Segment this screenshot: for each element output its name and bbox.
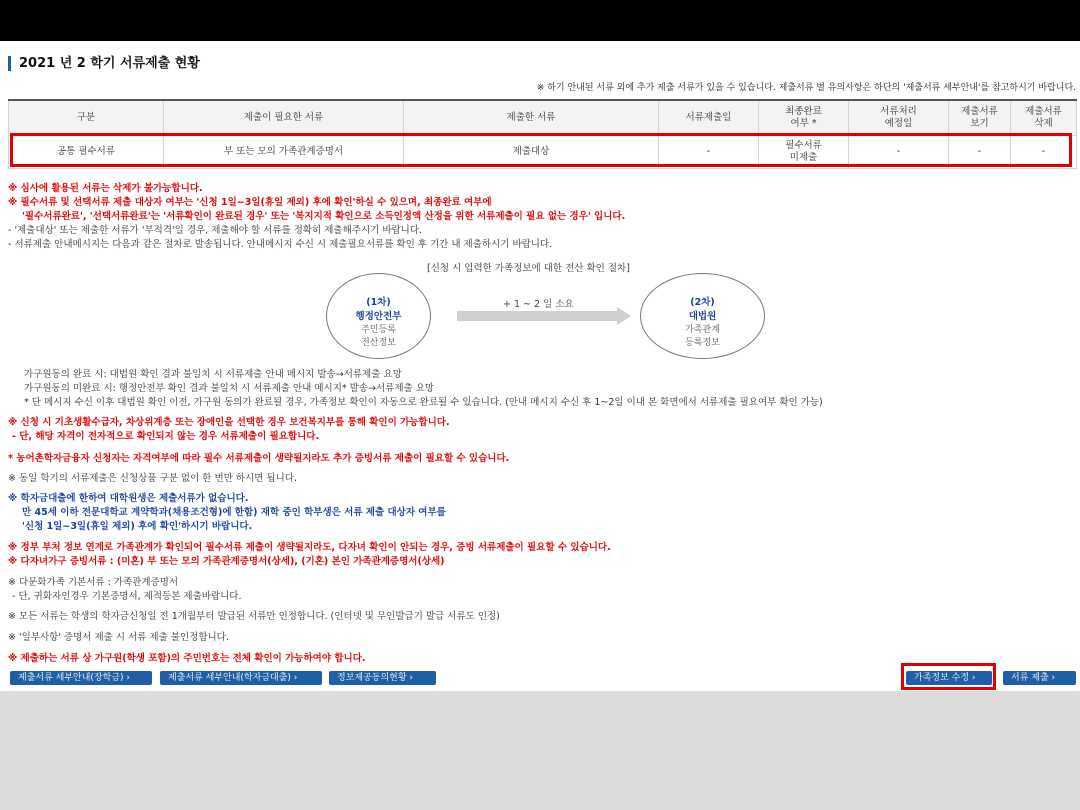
step2-circle bbox=[640, 273, 765, 359]
note: ※ 정부 부처 정보 연계로 가족관계가 확인되어 필수서류 제출이 생략될지라도, 다자녀 확인이 안되는 경우, 증빙 서류제출이 필요할 수 있습니다. bbox=[8, 542, 611, 553]
cell-required-doc: 부 또는 모의 가족관계증명서 bbox=[164, 136, 404, 169]
step1-desc2: 전산정보 bbox=[361, 338, 396, 348]
header-view-doc: 제출서류 보기 bbox=[949, 100, 1011, 136]
notice-text: ※ 하기 안내된 서류 외에 추가 제출 서류가 있을 수 있습니다. 제출서류 별 유의사항은 하단의 '제출서류 세부안내'를 참고하시기 바랍니다. bbox=[536, 83, 1076, 93]
header-delete-doc: 제출서류 삭제 bbox=[1011, 100, 1077, 136]
step2-label: (2차) bbox=[690, 297, 715, 308]
cell-view-doc[interactable]: - bbox=[949, 136, 1011, 169]
note: ※ '일부사항' 증명서 제출 시 서류 제출 불인정합니다. bbox=[8, 632, 229, 643]
note: '필수서류완료', '선택서류완료'는 '서류확인이 완료된 경우' 또는 '복지지적 확인으로 소득인정액 산정을 위한 서류제출이 필요 없는 경우' 입니다. bbox=[22, 211, 626, 222]
header-category: 구분 bbox=[9, 100, 164, 136]
step1-label: (1차) bbox=[366, 297, 391, 308]
cell-category: 공통 필수서류 bbox=[9, 136, 164, 169]
info-consent-button[interactable]: 정보제공동의현황 › bbox=[329, 671, 436, 685]
note: '신청 1일~3일(휴일 제외) 후에 확인'하시기 바랍니다. bbox=[22, 521, 253, 532]
step1-circle bbox=[326, 273, 431, 359]
cell-submit-date: - bbox=[659, 136, 759, 169]
page-title: 2021 년 2 학기 서류제출 현황 bbox=[8, 56, 200, 71]
edit-family-button[interactable]: 가족정보 수정 › bbox=[906, 671, 992, 685]
note: ※ 신청 시 기초생활수급자, 차상위계층 또는 장애인을 선택한 경우 보건복지부를 통해 확인이 가능합니다. bbox=[8, 417, 450, 428]
cell-submitted-doc: 제출대상 bbox=[404, 136, 659, 169]
cell-process-date: - bbox=[849, 136, 949, 169]
submit-docs-button[interactable]: 서류 제출 › bbox=[1003, 671, 1076, 685]
note: 가구원동의 미완료 시: 행정안전부 확인 결과 불일치 시 서류제출 안내 메시지* 발송→서류제출 요망 bbox=[24, 383, 435, 394]
note: ※ 필수서류 및 선택서류 제출 대상자 여부는 '신청 1일~3일(휴일 제외) 후에 확인'하실 수 있으며, 최종완료 여부에 bbox=[8, 197, 492, 208]
note: ※ 모든 서류는 학생의 학자금신청일 전 1개월부터 발급된 서류만 인정합니다. (인터넷 및 무인발급기 발급 서류도 인정) bbox=[8, 611, 500, 622]
arrow-shaft bbox=[457, 311, 617, 321]
step2-desc2: 등록정보 bbox=[685, 338, 720, 348]
arrow-label: + 1 ~ 2 일 소요 bbox=[503, 299, 574, 310]
step1-desc1: 주민등록 bbox=[361, 325, 396, 335]
note: ※ 학자금대출에 한하여 대학원생은 제출서류가 없습니다. bbox=[8, 493, 249, 504]
table-header-row bbox=[9, 100, 1077, 136]
guide-loan-button[interactable]: 제출서류 세부안내(학자금대출) › bbox=[160, 671, 322, 685]
header-required-doc: 제출이 필요한 서류 bbox=[164, 100, 404, 136]
note: ※ 동일 학기의 서류제출은 신청상품 구분 없이 한 번만 하시면 됩니다. bbox=[8, 473, 297, 484]
note: ※ 제출하는 서류 상 가구원(학생 포함)의 주민번호는 전체 확인이 가능하여야 합니다. bbox=[8, 653, 366, 664]
header-final-status: 최종완료 여부 * bbox=[759, 100, 849, 136]
row-highlight-box bbox=[10, 133, 1072, 167]
note: - 단, 해당 자격이 전자적으로 확인되지 않는 경우 서류제출이 필요합니다. bbox=[12, 431, 320, 442]
note: * 농어촌학자금융자 신청자는 자격여부에 따라 필수 서류제출이 생략될지라도 추가 증빙서류 제출이 필요할 수 있습니다. bbox=[8, 453, 510, 464]
note: 가구원동의 완료 시: 대법원 확인 결과 불일치 시 서류제출 안내 메시지 발송→서류제출 요망 bbox=[24, 369, 402, 380]
cell-delete-doc[interactable]: - bbox=[1011, 136, 1077, 169]
header-process-date: 서류처리 예정일 bbox=[849, 100, 949, 136]
note: - 단, 귀화자인경우 기본증명서, 제적등본 제출바랍니다. bbox=[12, 591, 242, 602]
header-submitted-doc: 제출한 서류 bbox=[404, 100, 659, 136]
note: - '제출대상' 또는 제출한 서류가 '부적격'일 경우, 제출해야 할 서류를 정확히 제출해주시기 바랍니다. bbox=[8, 225, 423, 236]
cell-final-status: 필수서류 미제출 bbox=[759, 136, 849, 169]
note: * 단 메시지 수신 이후 대법원 확인 이전, 가구원 동의가 완료될 경우, 가족정보 확인이 자동으로 완료될 수 있습니다. (안내 메시지 수신 후 1~2일 이내 본 화면에서 서류제출 필요여부 확인 가능) bbox=[24, 397, 823, 408]
guide-scholarship-button[interactable]: 제출서류 세부안내(장학금) › bbox=[10, 671, 152, 685]
content-area bbox=[0, 41, 1080, 691]
diagram-title: [신청 시 입력한 가족정보에 대한 전산 확인 절차] bbox=[427, 263, 630, 274]
button-highlight-box bbox=[901, 663, 996, 690]
header-submit-date: 서류제출일 bbox=[659, 100, 759, 136]
step2-desc1: 가족관계 bbox=[685, 325, 720, 335]
note: ※ 다자녀가구 증빙서류 : (미혼) 부 또는 모의 가족관계증명서(상세), (기혼) 본인 가족관계증명서(상세) bbox=[8, 556, 445, 567]
step2-org: 대법원 bbox=[688, 311, 717, 322]
top-bar bbox=[0, 0, 1080, 41]
note: 만 45세 이하 전문대학교 계약학과(채용조건형)에 한함) 재학 중인 학부생은 서류 제출 대상자 여부를 bbox=[22, 507, 446, 518]
note: ※ 심사에 활용된 서류는 삭제가 불가능합니다. bbox=[8, 183, 203, 194]
step1-org: 행정안전부 bbox=[355, 311, 402, 322]
note: ※ 다문화가족 기본서류 : 가족관계증명서 bbox=[8, 577, 179, 588]
arrow-right-icon bbox=[617, 307, 631, 325]
note: - 서류제출 안내메시지는 다음과 같은 절차로 발송됩니다. 안내메시지 수신 시 제출필요서류를 확인 후 기간 내 제출하시기 바랍니다. bbox=[8, 239, 553, 250]
